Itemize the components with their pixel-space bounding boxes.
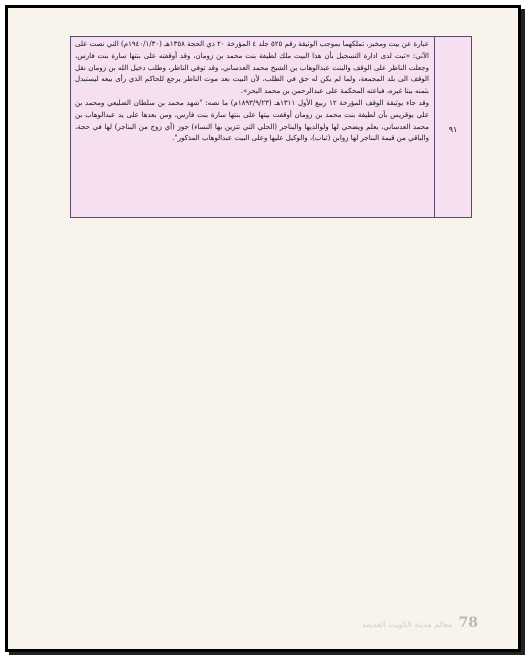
book-title: معالم مدينة الكويت القديمة [361, 620, 453, 629]
record-number: ٩١ [448, 125, 458, 134]
record-text-cell [71, 37, 434, 217]
record-paragraph-2: وقد جاء بوثيقة الوقف المؤرخة ١٢ ربيع الأول ١٣١١هـ (١٨٩٣/٩/٢٣م) ما نصه: "شهد محمد بن سلطان الضليعي ومحمد بن علي بوقريس بأن لطيفة بنت محمد بن زومان أوقفت بيتها على بنتها سارة بنت فارس، ومن بعدها على يد عبدالوهاب بن محمد العدساني، يعلم ويضحي لها ولوالديها والبناجر (الحلي التي تتزين بها النساء) جوز (أي زوج من البناجر) لها في حجة، والباقي من قيمة البناجر لها زوابن (ثياب)، والوكيل عليها وعلى البيت عبدالوهاب المذكور". [75, 98, 429, 143]
record-paragraph-1: عبارة عن بيت ومخبز، تملكهما بموجب الوثيقة رقم ٥٢٥ جلد ٤ المؤرخة ٢٠ ذي الحجة ١٣٥٨هـ (١٩٤٠/١/٣٠م) التي نصت على الآتي: «ثبت لدى ادارة التسجيل بأن هذا البيت ملك لطيفة بنت محمد بن زومان، وقد أوقفته على بنتها سارة بنت فارس، وجعلت الناظر على الوقف والبنت عبدالوهاب بن الشيخ محمد العدساني، وقد توفي الناظر، وطلب دخيل الله بن زومان نقل الوقف الى بلد المجمعة، ولما لم يكن له حق في الطلب، لأن البيت بعد موت الناظر يرجع للحاكم الذي رأى بيعه ليستبدل بثمنه بيتا غيره، فباعته المحكمة على عبدالرحمن بن محمد البحر». [75, 40, 429, 96]
page-number: 78 [458, 615, 478, 631]
record-table [70, 36, 472, 218]
record-number-cell [434, 37, 471, 217]
page-footer [362, 615, 478, 631]
page-frame [5, 5, 521, 652]
